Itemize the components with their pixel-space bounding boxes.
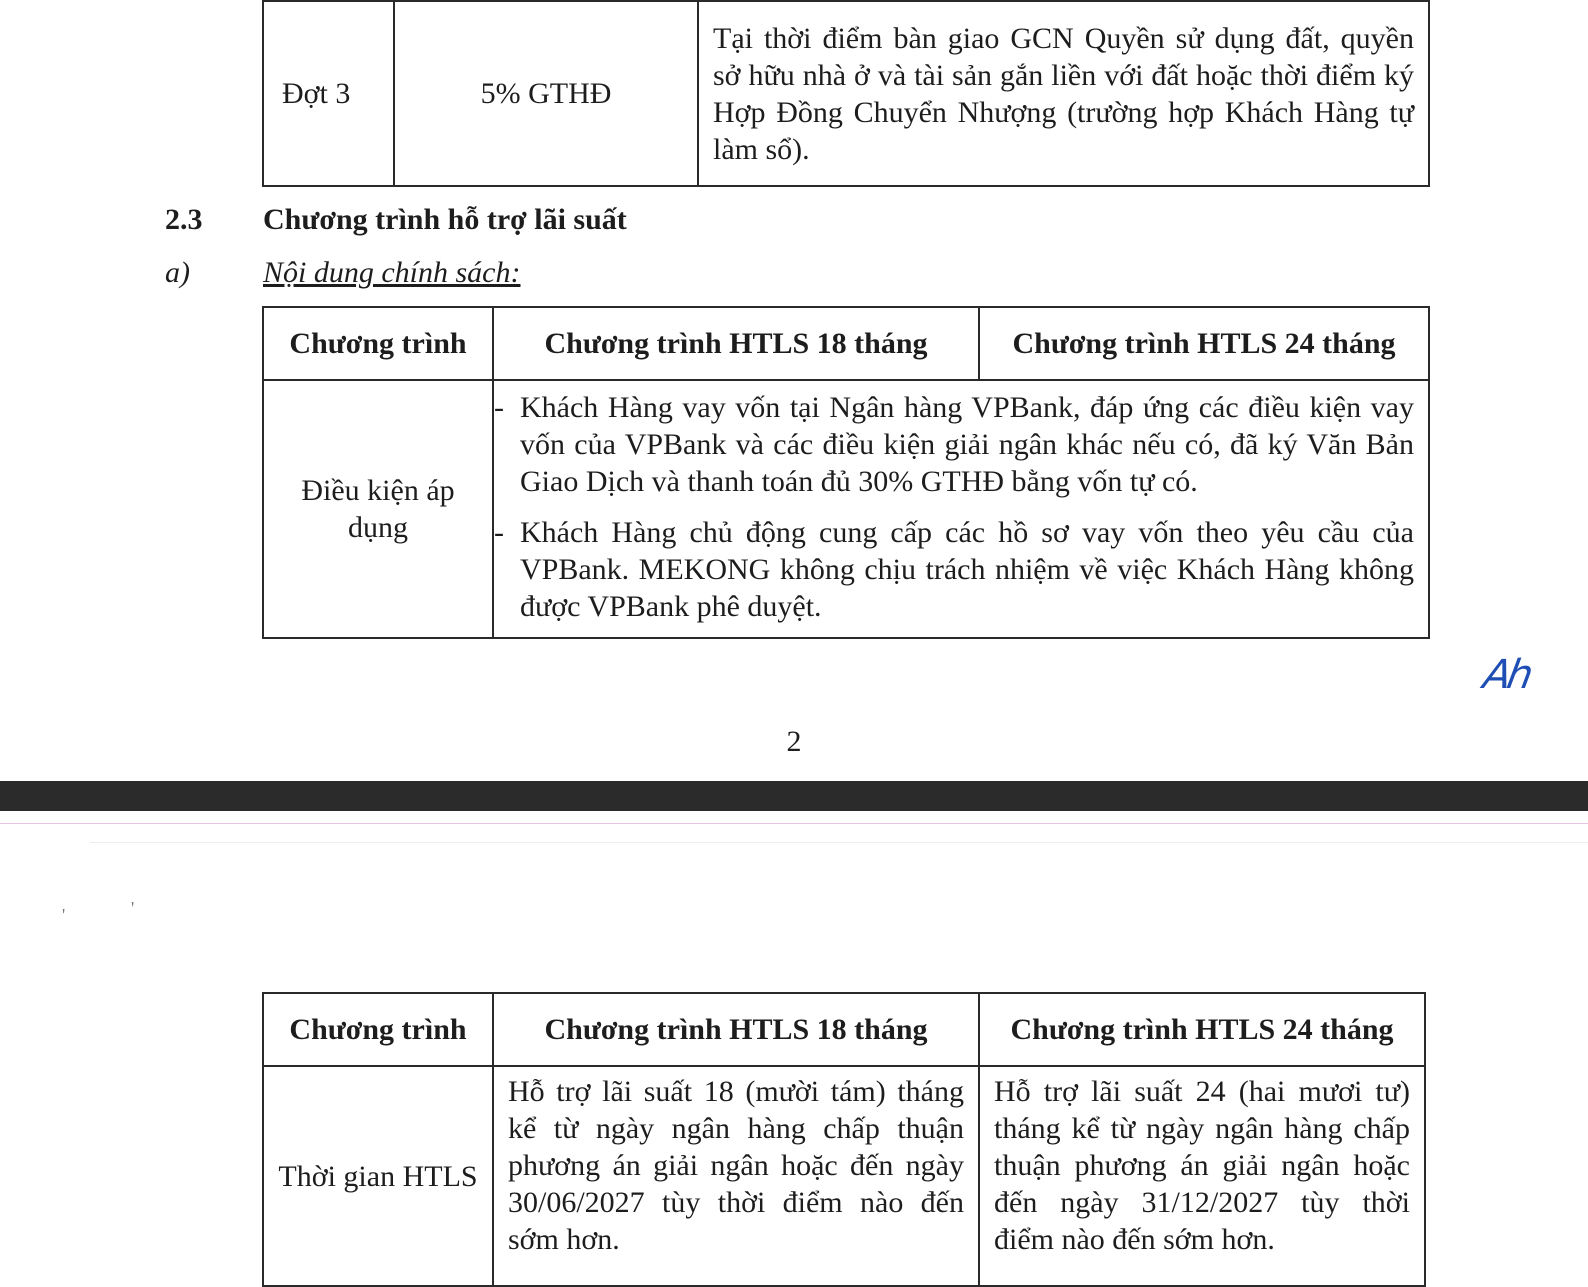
- bullet-marker: -: [494, 391, 504, 424]
- row-label-conditions: Điều kiện áp dụng: [263, 380, 493, 638]
- header-program: Chương trình: [263, 307, 493, 380]
- page-separator: [0, 781, 1588, 811]
- header-htls-24: Chương trình HTLS 24 tháng: [979, 993, 1425, 1066]
- scan-edge-line: [90, 842, 1588, 843]
- condition-text: Khách Hàng vay vốn tại Ngân hàng VPBank, đáp ứng các điều kiện vay vốn của VPBank và các điều kiện giải ngân khác nếu có, đã ký Văn Bản Giao Dịch và thanh toán đủ 30% GTHĐ bằng vốn tự có.: [520, 391, 1414, 498]
- subsection-label: a): [165, 256, 190, 289]
- signature-initials: Ah: [1479, 652, 1533, 698]
- condition-item: [494, 514, 1414, 625]
- installment-amount: 5% GTHĐ: [394, 1, 698, 186]
- bullet-marker: -: [494, 516, 504, 549]
- period-24-months: Hỗ trợ lãi suất 24 (hai mươi tư) tháng kể từ ngày ngân hàng chấp thuận phương án giải ngân hoặc đến ngày 31/12/2027 tùy thời điểm nào đến sớm hơn.: [979, 1066, 1425, 1286]
- header-htls-24: Chương trình HTLS 24 tháng: [979, 307, 1429, 380]
- table-row: [263, 1, 1429, 186]
- header-htls-18: Chương trình HTLS 18 tháng: [493, 307, 979, 380]
- subsection-title: Nội dung chính sách:: [263, 256, 521, 289]
- conditions-cell: [493, 380, 1429, 638]
- section-number: 2.3: [165, 203, 203, 236]
- period-table: [262, 992, 1426, 1287]
- page-edge-line: [0, 823, 1588, 824]
- header-htls-18: Chương trình HTLS 18 tháng: [493, 993, 979, 1066]
- header-program: Chương trình: [263, 993, 493, 1066]
- installment-stage: Đợt 3: [263, 1, 394, 186]
- policy-table: [262, 306, 1430, 639]
- row-label-period: Thời gian HTLS: [263, 1066, 493, 1286]
- period-18-months: Hỗ trợ lãi suất 18 (mười tám) tháng kể từ ngày ngân hàng chấp thuận phương án giải ngân hoặc đến ngày 30/06/2027 tùy thời điểm nào đến sớm hơn.: [493, 1066, 979, 1286]
- scan-mark: ': [131, 898, 135, 918]
- table-header-row: [263, 993, 1425, 1066]
- table-row: [263, 1066, 1425, 1286]
- table-header-row: [263, 307, 1429, 380]
- condition-item: [494, 389, 1414, 500]
- table-row: [263, 380, 1429, 638]
- scan-mark: ': [62, 905, 66, 925]
- page-number: 2: [786, 725, 802, 758]
- section-title: Chương trình hỗ trợ lãi suất: [263, 203, 627, 236]
- installment-timing: Tại thời điểm bàn giao GCN Quyền sử dụng đất, quyền sở hữu nhà ở và tài sản gắn liền với đất hoặc thời điểm ký Hợp Đồng Chuyển Nhượng (trường hợp Khách Hàng tự làm sổ).: [698, 1, 1429, 186]
- condition-text: Khách Hàng chủ động cung cấp các hồ sơ vay vốn theo yêu cầu của VPBank. MEKONG không chịu trách nhiệm về việc Khách Hàng không được VPBank phê duyệt.: [520, 516, 1414, 623]
- installment-table: [262, 0, 1430, 187]
